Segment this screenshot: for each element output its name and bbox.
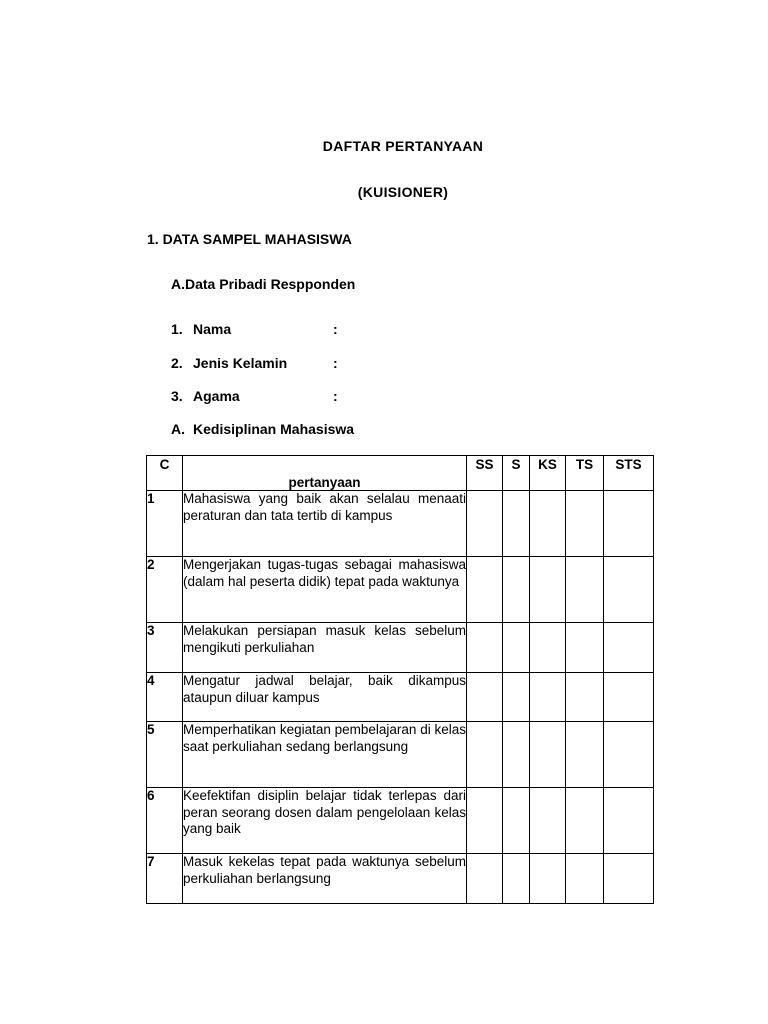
- row-number: 5: [147, 722, 183, 788]
- discipline-number: A.: [171, 421, 185, 437]
- answer-cell-s[interactable]: [503, 491, 530, 557]
- field-number: 2.: [171, 355, 183, 371]
- field-label: Agama: [193, 388, 240, 404]
- answer-cell-ts[interactable]: [566, 854, 604, 904]
- table-row: [147, 673, 654, 722]
- answer-cell-ss[interactable]: [467, 557, 503, 623]
- answer-cell-ts[interactable]: [566, 557, 604, 623]
- col-question-header: pertanyaan: [183, 456, 467, 491]
- answer-cell-s[interactable]: [503, 623, 530, 673]
- answer-cell-sts[interactable]: [604, 623, 654, 673]
- answer-cell-sts[interactable]: [604, 788, 654, 854]
- table-row: [147, 722, 654, 788]
- answer-cell-s[interactable]: [503, 673, 530, 722]
- answer-cell-ks[interactable]: [530, 623, 566, 673]
- table-row: [147, 491, 654, 557]
- questionnaire-table: [146, 455, 654, 904]
- row-statement: Mengatur jadwal belajar, baik dikampus ataupun diluar kampus: [183, 673, 467, 722]
- row-statement: Mengerjakan tugas-tugas sebagai mahasiswa (dalam hal peserta didik) tepat pada waktunya: [183, 557, 467, 623]
- answer-cell-sts[interactable]: [604, 491, 654, 557]
- row-number: 4: [147, 673, 183, 722]
- answer-cell-ks[interactable]: [530, 788, 566, 854]
- answer-cell-s[interactable]: [503, 557, 530, 623]
- col-sts-header: STS: [604, 456, 654, 491]
- field-separator: :: [333, 388, 338, 404]
- discipline-title: Kedisiplinan Mahasiswa: [193, 421, 355, 437]
- answer-cell-ts[interactable]: [566, 673, 604, 722]
- answer-cell-ts[interactable]: [566, 491, 604, 557]
- table-row: [147, 623, 654, 673]
- table-header-row: [147, 456, 654, 491]
- table-row: [147, 557, 654, 623]
- answer-cell-ss[interactable]: [467, 788, 503, 854]
- row-number: 2: [147, 557, 183, 623]
- row-number: 3: [147, 623, 183, 673]
- answer-cell-ts[interactable]: [566, 722, 604, 788]
- row-statement: Melakukan persiapan masuk kelas sebelum mengikuti perkuliahan: [183, 623, 467, 673]
- field-separator: :: [333, 321, 338, 337]
- answer-cell-sts[interactable]: [604, 722, 654, 788]
- answer-cell-ss[interactable]: [467, 623, 503, 673]
- section-heading: 1. DATA SAMPEL MAHASISWA: [147, 231, 352, 247]
- answer-cell-s[interactable]: [503, 722, 530, 788]
- answer-cell-s[interactable]: [503, 788, 530, 854]
- field-label: Jenis Kelamin: [193, 355, 288, 371]
- field-separator: :: [333, 355, 338, 371]
- answer-cell-ks[interactable]: [530, 557, 566, 623]
- answer-cell-s[interactable]: [503, 854, 530, 904]
- page-title: DAFTAR PERTANYAAN: [322, 138, 484, 154]
- discipline-heading: [171, 421, 354, 437]
- personal-data-heading: A.Data Pribadi Respponden: [171, 276, 356, 292]
- answer-cell-ks[interactable]: [530, 854, 566, 904]
- field-gender: [171, 355, 338, 371]
- table-row: [147, 854, 654, 904]
- col-ss-header: SS: [467, 456, 503, 491]
- answer-cell-ts[interactable]: [566, 623, 604, 673]
- row-statement: Keefektifan disiplin belajar tidak terlepas dari peran seorang dosen dalam pengelolaan kelas yang baik: [183, 788, 467, 854]
- answer-cell-ks[interactable]: [530, 673, 566, 722]
- row-statement: Memperhatikan kegiatan pembelajaran di kelas saat perkuliahan sedang berlangsung: [183, 722, 467, 788]
- field-name: [171, 321, 338, 337]
- row-number: 1: [147, 491, 183, 557]
- row-statement: Mahasiswa yang baik akan selalau menaati peraturan dan tata tertib di kampus: [183, 491, 467, 557]
- col-ks-header: KS: [530, 456, 566, 491]
- col-number-header: C: [147, 456, 183, 491]
- row-number: 6: [147, 788, 183, 854]
- field-religion: [171, 388, 338, 404]
- answer-cell-sts[interactable]: [604, 854, 654, 904]
- page-subtitle: (KUISIONER): [357, 184, 449, 200]
- answer-cell-ks[interactable]: [530, 722, 566, 788]
- answer-cell-ts[interactable]: [566, 788, 604, 854]
- col-ts-header: TS: [566, 456, 604, 491]
- answer-cell-ks[interactable]: [530, 491, 566, 557]
- answer-cell-ss[interactable]: [467, 673, 503, 722]
- answer-cell-ss[interactable]: [467, 722, 503, 788]
- col-s-header: S: [503, 456, 530, 491]
- row-number: 7: [147, 854, 183, 904]
- answer-cell-sts[interactable]: [604, 557, 654, 623]
- row-statement: Masuk kekelas tepat pada waktunya sebelum perkuliahan berlangsung: [183, 854, 467, 904]
- field-number: 3.: [171, 388, 183, 404]
- field-label: Nama: [193, 321, 232, 337]
- answer-cell-ss[interactable]: [467, 854, 503, 904]
- field-number: 1.: [171, 321, 183, 337]
- answer-cell-sts[interactable]: [604, 673, 654, 722]
- answer-cell-ss[interactable]: [467, 491, 503, 557]
- table-row: [147, 788, 654, 854]
